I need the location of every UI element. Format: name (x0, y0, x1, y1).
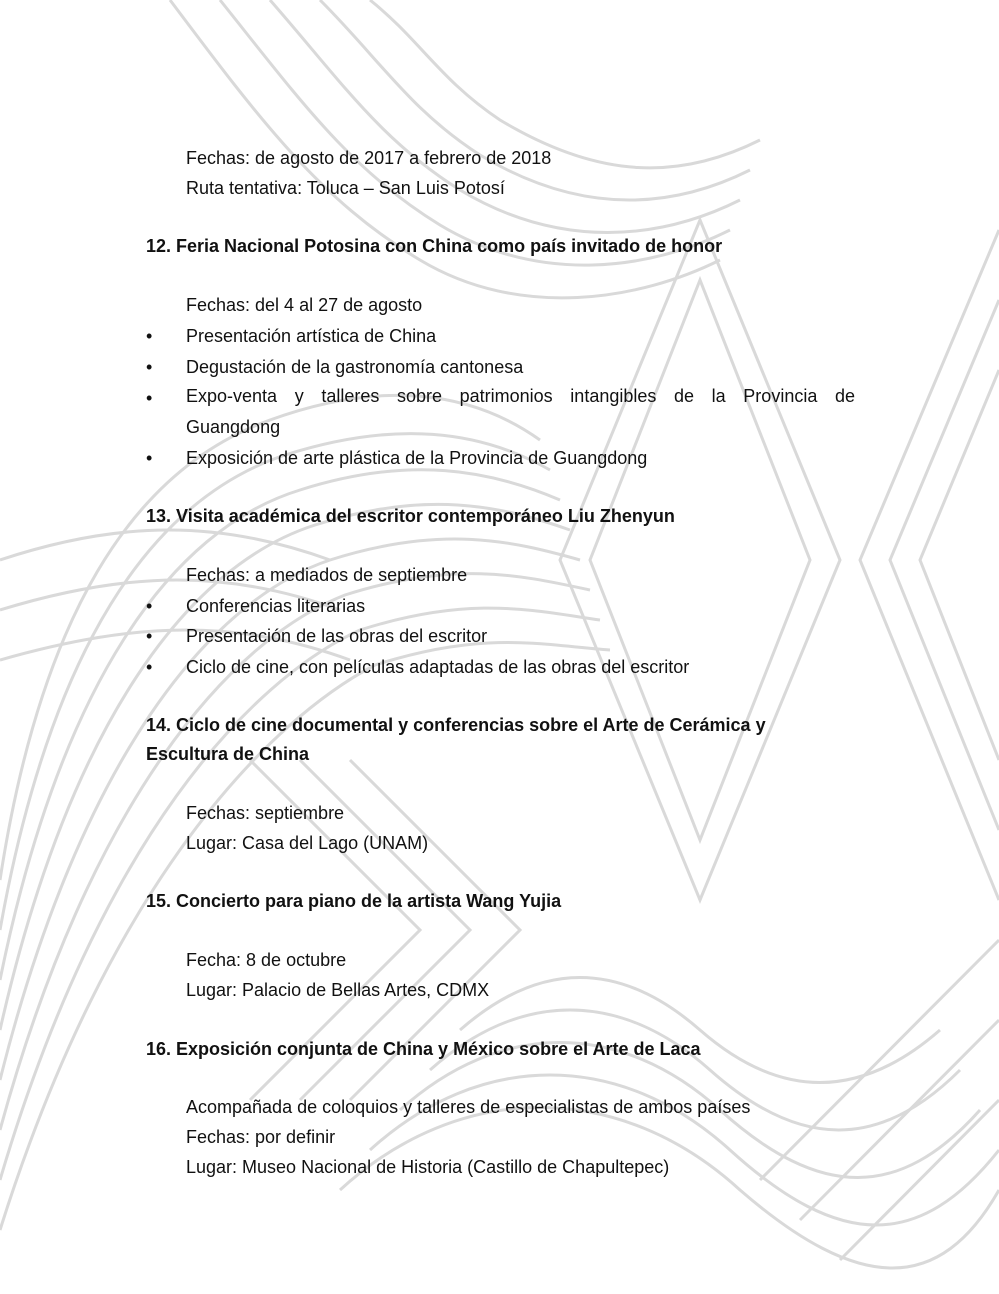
section-13-dates: Fechas: a mediados de septiembre (186, 565, 468, 585)
section-16-heading: 16. Exposición conjunta de China y México sobre el Arte de Laca (146, 1039, 701, 1059)
section-14-dates: Fechas: septiembre (186, 803, 345, 823)
section-12-bullet-3-continuation: Guangdong (186, 417, 281, 437)
bullet-symbol: • (146, 448, 153, 468)
section-13-bullet-1: Conferencias literarias (186, 596, 366, 616)
section-16-place: Lugar: Museo Nacional de Historia (Castillo de Chapultepec) (186, 1157, 670, 1177)
section-12-dates: Fechas: del 4 al 27 de agosto (186, 295, 423, 315)
section-16-note: Acompañada de coloquios y talleres de especialistas de ambos países (186, 1097, 751, 1117)
intro-route: Ruta tentativa: Toluca – San Luis Potosí (186, 178, 505, 198)
intro-dates: Fechas: de agosto de 2017 a febrero de 2018 (186, 148, 552, 168)
section-13-bullet-2: Presentación de las obras del escritor (186, 626, 488, 646)
section-12-bullet-1: Presentación artística de China (186, 326, 437, 346)
bullet-symbol: • (146, 657, 153, 677)
section-13-heading: 13. Visita académica del escritor contemporáneo Liu Zhenyun (146, 506, 675, 526)
section-13-bullet-3: Ciclo de cine, con películas adaptadas de las obras del escritor (186, 657, 690, 677)
bullet-symbol: • (146, 626, 153, 646)
bullet-symbol: • (146, 326, 153, 346)
section-12-bullet-3: Expo-venta y talleres sobre patrimonios intangibles de la Provincia de (186, 386, 855, 406)
section-15-heading: 15. Concierto para piano de la artista Wang Yujia (146, 891, 562, 911)
bullet-symbol: • (146, 596, 153, 616)
bullet-symbol: • (146, 388, 153, 408)
section-14-place: Lugar: Casa del Lago (UNAM) (186, 833, 429, 853)
section-12-heading: 12. Feria Nacional Potosina con China como país invitado de honor (146, 236, 723, 256)
section-15-date: Fecha: 8 de octubre (186, 950, 347, 970)
bullet-symbol: • (146, 357, 153, 377)
section-12-bullet-4: Exposición de arte plástica de la Provincia de Guangdong (186, 448, 648, 468)
section-14-heading-line-1: 14. Ciclo de cine documental y conferencias sobre el Arte de Cerámica y (146, 715, 766, 735)
section-16-dates: Fechas: por definir (186, 1127, 336, 1147)
section-14-heading-line-2: Escultura de China (146, 744, 310, 764)
section-12-bullet-2: Degustación de la gastronomía cantonesa (186, 357, 524, 377)
section-15-place: Lugar: Palacio de Bellas Artes, CDMX (186, 980, 490, 1000)
